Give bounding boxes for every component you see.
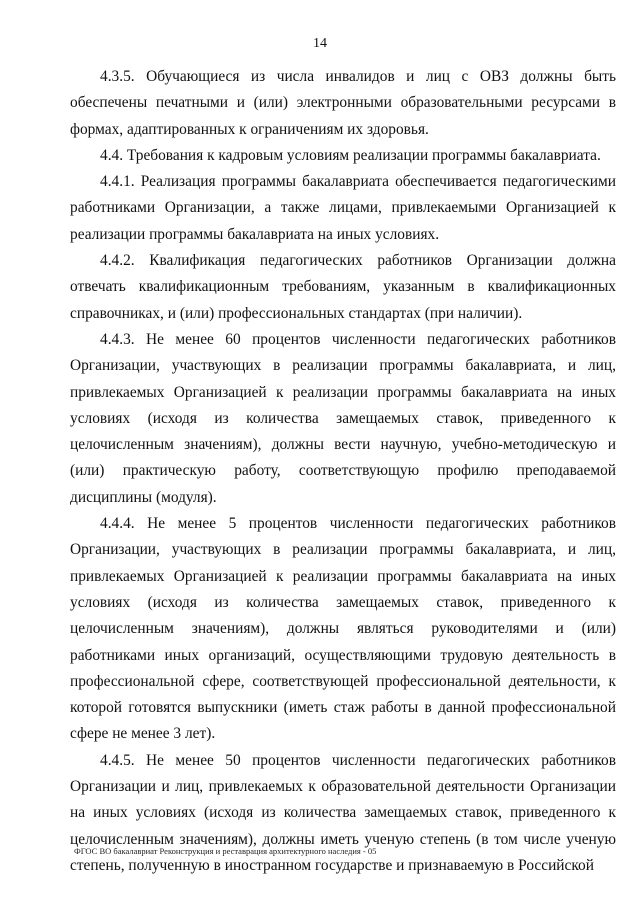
page-number: 14 bbox=[313, 36, 327, 51]
paragraph-4-4-1: 4.4.1. Реализация программы бакалавриата обеспечивается педагогическими работниками Организации, а также лицами, привлекаемыми Организацией к реализации программы бакалавриата на иных условиях. bbox=[70, 173, 616, 243]
paragraph-4-4-4: 4.4.4. Не менее 5 процентов численности педагогических работников Организации, участвующих в реализации программы бакалавриата, и лиц, привлекаемых Организацией к реализации программы бакалавриата на иных условиях (исходя из количества замещаемых ставок, приведенного к целочисленным значениям), должны являться руководителями и (или) работниками иных организаций, осуществляющими трудовую деятельность в профессиональной сфере, соответствующей профессиональной деятельности, к которой готовятся выпускники (иметь стаж работы в данной профессиональной сфере не менее 3 лет). bbox=[70, 515, 616, 743]
paragraph-4-3-5: 4.3.5. Обучающиеся из числа инвалидов и лиц с ОВЗ должны быть обеспечены печатными и (или) электронными образовательными ресурсами в формах, адаптированных к ограничениям их здоровья. bbox=[70, 68, 616, 138]
page-body bbox=[70, 64, 616, 879]
paragraph-4-4-2: 4.4.2. Квалификация педагогических работников Организации должна отвечать квалификационным требованиям, указанным в квалификационных справочниках, и (или) профессиональных стандартах (при наличии). bbox=[70, 252, 616, 322]
paragraph-4-4-3: 4.4.3. Не менее 60 процентов численности педагогических работников Организации, участвующих в реализации программы бакалавриата, и лиц, привлекаемых Организацией к реализации программы бакалавриата на иных условиях (исходя из количества замещаемых ставок, приведенного к целочисленным значениям), должны вести научную, учебно-методическую и (или) практическую работу, соответствующую профилю преподаваемой дисциплины (модуля). bbox=[70, 330, 616, 506]
paragraph-4-4-5: 4.4.5. Не менее 50 процентов численности педагогических работников Организации и лиц, привлекаемых к образовательной деятельности Организации на иных условиях (исходя из количества замещаемых ставок, приведенного к целочисленным значениям), должны иметь ученую степень (в том числе ученую степень, полученную в иностранном государстве и признаваемую в Российской bbox=[70, 751, 616, 874]
page-footer: ФГОС ВО бакалавриат Реконструкция и реставрация архитектурного наследия - 05 bbox=[74, 846, 377, 856]
paragraph-4-4: 4.4. Требования к кадровым условиям реализации программы бакалавриата. bbox=[100, 146, 601, 164]
